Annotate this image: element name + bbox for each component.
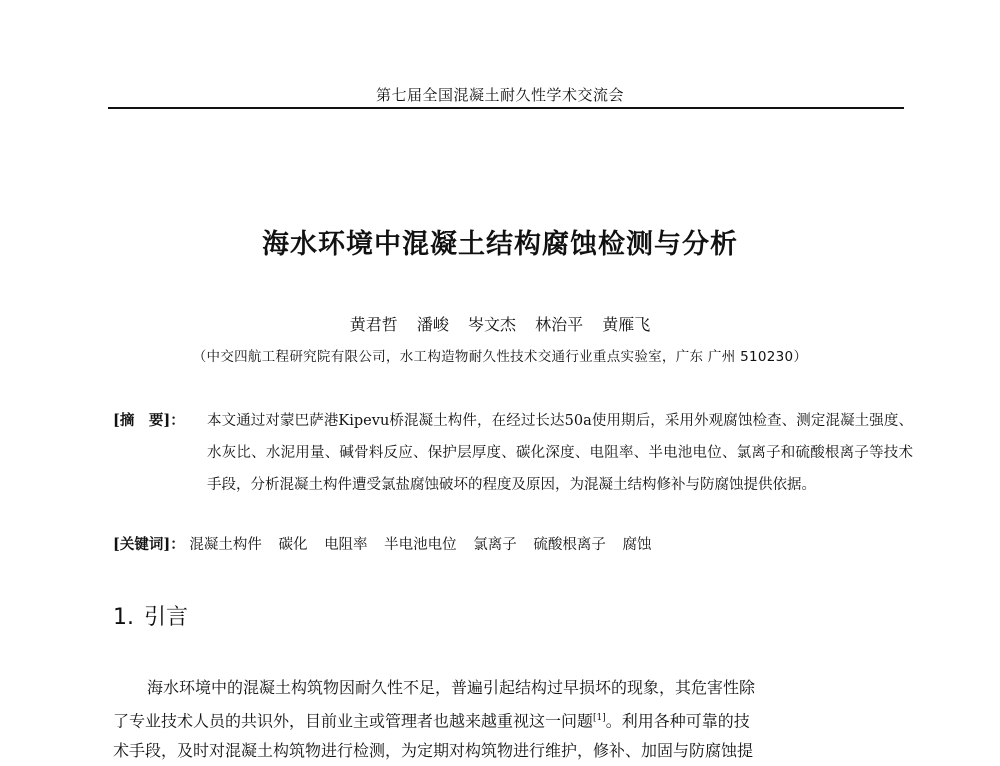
keywords — [113, 533, 913, 557]
keywords-label: [关键词]： — [113, 536, 185, 553]
body-line: 术手段，及时对混凝土构筑物进行检测，为定期对构筑物进行维护，修补、加固与防腐蚀提 — [113, 741, 754, 761]
keyword: 氯离子 — [473, 537, 517, 553]
body-line — [113, 703, 907, 736]
body-text-segment: 。利用各种可靠的技 — [605, 711, 750, 731]
keyword: 硫酸根离子 — [533, 537, 606, 553]
keyword: 碳化 — [278, 537, 308, 553]
keyword: 半电池电位 — [384, 537, 457, 553]
body-text-segment: 了专业技术人员的共识外，目前业主或管理者也越来越重视这一问题 — [113, 711, 594, 731]
author-name: 林治平 — [535, 315, 584, 334]
keyword: 电阻率 — [324, 537, 368, 553]
author-name: 黄雁飞 — [602, 315, 651, 334]
abstract-text: 本文通过对蒙巴萨港Kipevu桥混凝土构件，在经过长达50a使用期后，采用外观腐蚀检查、测定混凝土强度、水灰比、水泥用量、碱骨料反应、保护层厚度、碳化深度、电阻率、半电池电位、氯离子和硫酸根离子等技术手段，分析混凝土构件遭受氯盐腐蚀破坏的程度及原因，为混凝土结构修补与防腐蚀提供依据。 — [207, 413, 913, 493]
section-title: 引言 — [144, 605, 189, 630]
author-name: 岑文杰 — [467, 315, 516, 334]
affiliation: （中交四航工程研究院有限公司，水工构造物耐久性技术交通行业重点实验室，广东 广州 510230） — [192, 349, 808, 365]
keyword: 腐蚀 — [622, 537, 652, 553]
running-header: 第七届全国混凝土耐久性学术交流会 — [375, 86, 624, 104]
paper-title: 海水环境中混凝土结构腐蚀检测与分析 — [262, 229, 738, 260]
author-name: 潘峻 — [416, 315, 449, 334]
section-heading — [113, 600, 188, 631]
body-paragraph — [113, 673, 907, 766]
abstract-label: [摘 要]： — [113, 412, 185, 429]
keyword: 混凝土构件 — [189, 537, 262, 553]
author-list — [0, 312, 1000, 335]
citation-reference: [1] — [593, 713, 606, 723]
author-name: 黄君哲 — [349, 315, 398, 334]
section-number: 1. — [113, 605, 134, 630]
body-line: 海水环境中的混凝土构筑物因耐久性不足，普遍引起结构过早损坏的现象，其危害性除 — [147, 678, 756, 697]
header-rule — [108, 107, 904, 109]
